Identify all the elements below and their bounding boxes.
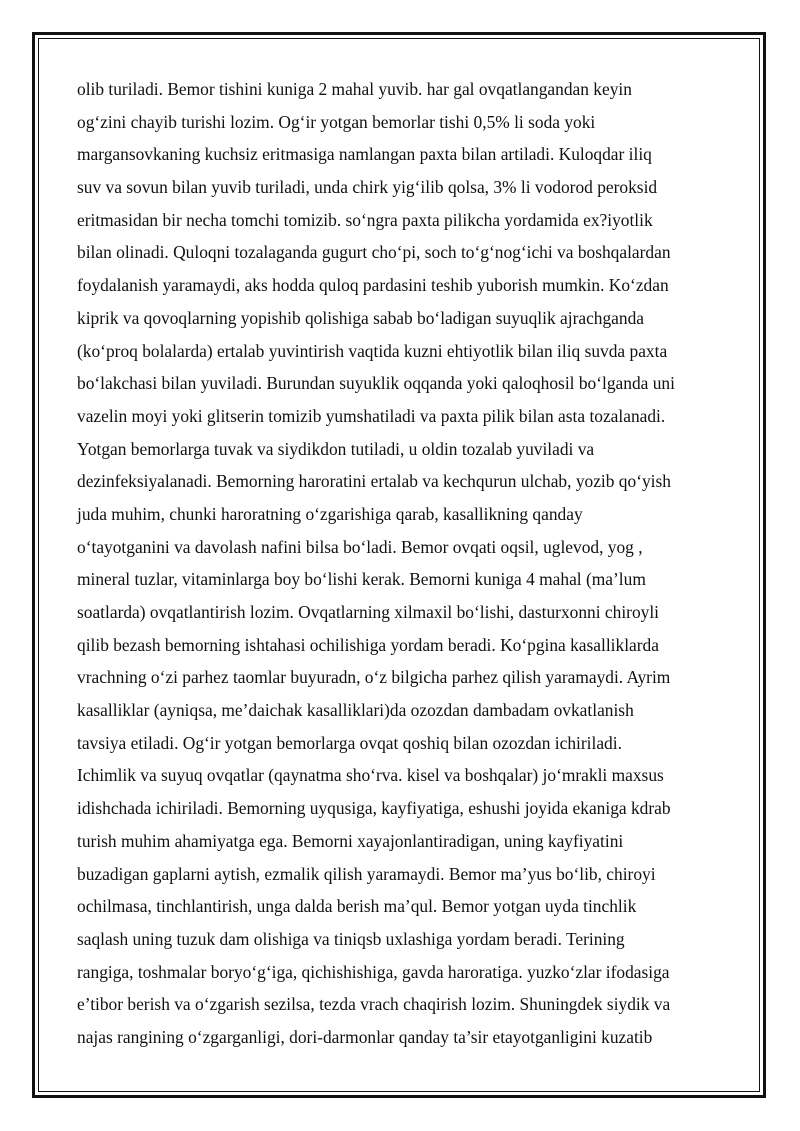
text-line: buzadigan gaplarni aytish, ezmalik qilish yaramaydi. Bemor ma’yus bo‘lib, chiroyi [77, 863, 656, 884]
body-text [77, 73, 727, 1054]
text-line: tavsiya etiladi. Og‘ir yotgan bemorlarga ovqat qoshiq bilan ozozdan ichiriladi. [77, 732, 622, 753]
text-line: najas rangining o‘zgarganligi, dori-darmonlar qanday ta’sir etayotganligini kuzatib [77, 1026, 653, 1047]
text-line: rangiga, toshmalar boryo‘g‘iga, qichishishiga, gavda haroratiga. yuzko‘zlar ifodasiga [77, 961, 670, 982]
text-line: e’tibor berish va o‘zgarish sezilsa, tezda vrach chaqirish lozim. Shuningdek siydik va [77, 994, 671, 1015]
text-line: vrachning o‘zi parhez taomlar buyuradn, o‘z bilgicha parhez qilish yaramaydi. Ayrim [77, 667, 671, 688]
text-line: turish muhim ahamiyatga ega. Bemorni xayajonlantiradigan, uning kayfiyatini [77, 830, 624, 851]
text-line: foydalanish yaramaydi, aks hodda quloq pardasini teshib yuborish mumkin. Ko‘zdan [77, 275, 669, 296]
text-line: suv va sovun bilan yuvib turiladi, unda chirk yig‘ilib qolsa, 3% li vodorod peroksid [77, 177, 658, 198]
text-line: mineral tuzlar, vitaminlarga boy bo‘lishi kerak. Bemorni kuniga 4 mahal (ma’lum [77, 569, 646, 590]
text-line: Ichimlik va suyuq ovqatlar (qaynatma sho‘rva. kisel va boshqalar) jo‘mrakli maxsus [77, 765, 664, 786]
text-line: kiprik va qovoqlarning yopishib qolishiga sabab bo‘ladigan suyuqlik ajrachganda [77, 307, 645, 328]
text-line: ochilmasa, tinchlantirish, unga dalda berish ma’qul. Bemor yotgan uyda tinchlik [77, 896, 637, 917]
text-line: saqlash uning tuzuk dam olishiga va tiniqsb uxlashiga yordam beradi. Terining [77, 928, 625, 949]
text-line: soatlarda) ovqatlantirish lozim. Ovqatlarning xilmaxil bo‘lishi, dasturxonni chiroyli [77, 602, 659, 622]
text-line: eritmasidan bir necha tomchi tomizib. so‘ngra paxta pilikcha yordamida ex?iyotlik [77, 209, 653, 230]
text-line: margansovkaning kuchsiz eritmasiga namlangan paxta bilan artiladi. Kuloqdar iliq [77, 144, 652, 165]
text-line: (ko‘proq bolalarda) ertalab yuvintirish vaqtida kuzni ehtiyotlik bilan iliq suvda paxta [77, 340, 668, 361]
text-line: dezinfeksiyalanadi. Bemorning haroratini ertalab va kechqurun ulchab, yozib qo‘yish [77, 471, 671, 492]
text-line: qilib bezash bemorning ishtahasi ochilishiga yordam beradi. Ko‘pgina kasalliklarda [77, 634, 659, 655]
text-line: kasalliklar (ayniqsa, me’daichak kasalliklari)da ozozdan dambadam ovkatlanish [77, 700, 634, 721]
text-line: o‘tayotganini va davolash nafini bilsa bo‘ladi. Bemor ovqati oqsil, uglevod, yog , [77, 536, 643, 557]
text-line: bilan olinadi. Quloqni tozalaganda gugurt cho‘pi, soch to‘g‘nog‘ichi va boshqalardan [77, 242, 671, 263]
text-line: olib turiladi. Bemor tishini kuniga 2 mahal yuvib. har gal ovqatlangandan keyin [77, 79, 632, 99]
text-line: juda muhim, chunki haroratning o‘zgarishiga qarab, kasallikning qanday [77, 503, 583, 524]
text-line: vazelin moyi yoki glitserin tomizib yumshatiladi va paxta pilik bilan asta tozalanadi. [77, 405, 666, 426]
text-line: og‘zini chayib turishi lozim. Og‘ir yotgan bemorlar tishi 0,5% li soda yoki [77, 111, 596, 132]
text-line: idishchada ichiriladi. Bemorning uyqusiga, kayfiyatiga, eshushi joyida ekaniga kdrab [77, 798, 671, 819]
text-line: Yotgan bemorlarga tuvak va siydikdon tutiladi, u oldin tozalab yuviladi va [77, 438, 595, 459]
text-line: bo‘lakchasi bilan yuviladi. Burundan suyuklik oqqanda yoki qaloqhosil bo‘lganda uni [77, 373, 675, 394]
